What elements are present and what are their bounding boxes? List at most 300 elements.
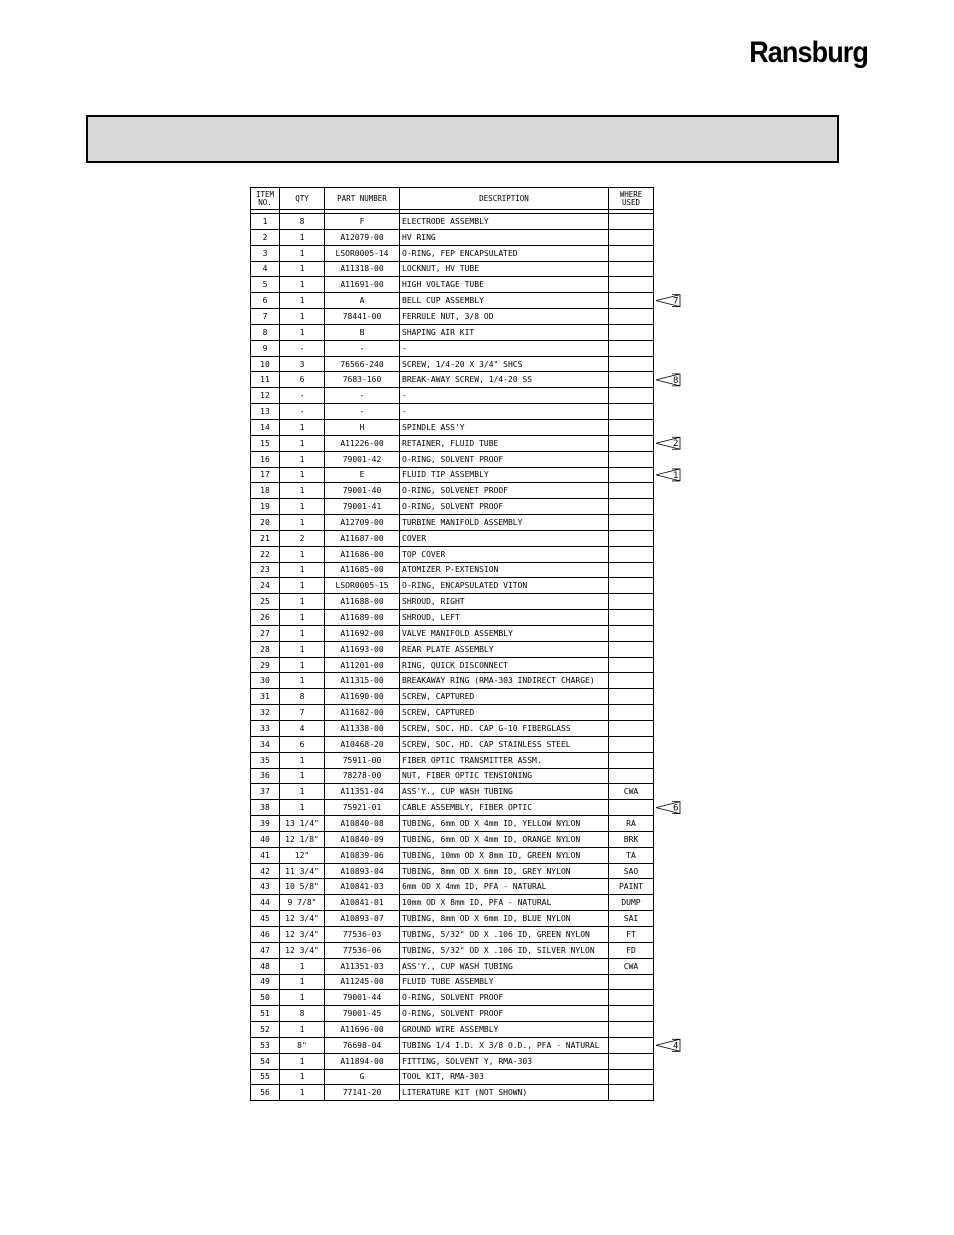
cell-item-no: 7 bbox=[251, 309, 280, 325]
cell-item-no: 25 bbox=[251, 594, 280, 610]
cell-qty: 1 bbox=[280, 483, 325, 499]
cell-qty: 1 bbox=[280, 562, 325, 578]
cell-description: HV RING bbox=[400, 229, 609, 245]
cell-where-used: SAO bbox=[609, 863, 654, 879]
table-header-row bbox=[251, 188, 654, 210]
cell-description: TUBING, 5/32" OD X .106 ID, GREEN NYLON bbox=[400, 926, 609, 942]
cell-where-used bbox=[609, 499, 654, 515]
cell-where-used bbox=[609, 752, 654, 768]
cell-item-no: 54 bbox=[251, 1053, 280, 1069]
cell-item-no: 36 bbox=[251, 768, 280, 784]
cell-part-number: 77536-06 bbox=[325, 942, 400, 958]
table-row bbox=[251, 816, 654, 832]
table-row bbox=[251, 245, 654, 261]
cell-description: TURBINE MANIFOLD ASSEMBLY bbox=[400, 515, 609, 531]
cell-part-number: A10893-07 bbox=[325, 911, 400, 927]
cell-item-no: 31 bbox=[251, 689, 280, 705]
callout-label: 4 bbox=[673, 1041, 679, 1052]
cell-item-no: 34 bbox=[251, 736, 280, 752]
cell-item-no: 23 bbox=[251, 562, 280, 578]
cell-part-number: A11682-00 bbox=[325, 705, 400, 721]
cell-where-used: TA bbox=[609, 847, 654, 863]
cell-part-number: 78441-00 bbox=[325, 309, 400, 325]
cell-description: ELECTRODE ASSEMBLY bbox=[400, 214, 609, 230]
cell-qty: 1 bbox=[280, 610, 325, 626]
cell-where-used: RA bbox=[609, 816, 654, 832]
cell-description: TUBING 1/4 I.D. X 3/8 O.D., PFA - NATURAL bbox=[400, 1037, 609, 1053]
cell-where-used bbox=[609, 625, 654, 641]
table-row bbox=[251, 388, 654, 404]
callout-marker bbox=[656, 437, 680, 449]
title-banner bbox=[86, 115, 839, 163]
cell-part-number: E bbox=[325, 467, 400, 483]
cell-qty: 1 bbox=[280, 229, 325, 245]
cell-part-number: A11338-00 bbox=[325, 721, 400, 737]
table-row bbox=[251, 705, 654, 721]
cell-qty: 8" bbox=[280, 1037, 325, 1053]
cell-qty: 10 5/8" bbox=[280, 879, 325, 895]
cell-where-used bbox=[609, 594, 654, 610]
cell-part-number: 7683-160 bbox=[325, 372, 400, 388]
cell-qty: 1 bbox=[280, 641, 325, 657]
table-row bbox=[251, 261, 654, 277]
cell-item-no: 12 bbox=[251, 388, 280, 404]
cell-qty: 1 bbox=[280, 673, 325, 689]
cell-description: 10mm OD X 8mm ID, PFA - NATURAL bbox=[400, 895, 609, 911]
callout-arrow-shape bbox=[656, 1039, 680, 1051]
cell-where-used bbox=[609, 673, 654, 689]
cell-description: O-RING, SOLVENT PROOF bbox=[400, 1006, 609, 1022]
cell-description: SHROUD, LEFT bbox=[400, 610, 609, 626]
cell-qty: 1 bbox=[280, 419, 325, 435]
cell-description: SCREW, CAPTURED bbox=[400, 705, 609, 721]
table-row bbox=[251, 530, 654, 546]
cell-description: TUBING, 8mm OD X 6mm ID, GREY NYLON bbox=[400, 863, 609, 879]
parts-list-table bbox=[250, 187, 654, 1101]
brand-logo: Ransburg bbox=[749, 36, 868, 69]
cell-item-no: 43 bbox=[251, 879, 280, 895]
cell-qty: 1 bbox=[280, 800, 325, 816]
cell-description: TUBING, 6mm OD X 4mm ID, YELLOW NYLON bbox=[400, 816, 609, 832]
cell-item-no: 2 bbox=[251, 229, 280, 245]
cell-where-used bbox=[609, 277, 654, 293]
cell-item-no: 30 bbox=[251, 673, 280, 689]
callout-label: 6 bbox=[673, 803, 679, 814]
table-row bbox=[251, 610, 654, 626]
cell-description: TUBING, 8mm OD X 6mm ID, BLUE NYLON bbox=[400, 911, 609, 927]
cell-qty: 7 bbox=[280, 705, 325, 721]
cell-where-used bbox=[609, 1022, 654, 1038]
cell-part-number: A10468-20 bbox=[325, 736, 400, 752]
cell-qty: 1 bbox=[280, 578, 325, 594]
cell-qty: 12" bbox=[280, 847, 325, 863]
cell-part-number: A11245-00 bbox=[325, 974, 400, 990]
cell-description: FITTING, SOLVENT Y, RMA-303 bbox=[400, 1053, 609, 1069]
cell-part-number: A11692-00 bbox=[325, 625, 400, 641]
cell-where-used bbox=[609, 721, 654, 737]
table-row bbox=[251, 340, 654, 356]
cell-part-number: A11689-00 bbox=[325, 610, 400, 626]
table-row bbox=[251, 515, 654, 531]
cell-part-number: 76698-04 bbox=[325, 1037, 400, 1053]
table-row bbox=[251, 942, 654, 958]
cell-item-no: 5 bbox=[251, 277, 280, 293]
cell-qty: 1 bbox=[280, 515, 325, 531]
cell-where-used bbox=[609, 356, 654, 372]
table-row bbox=[251, 721, 654, 737]
cell-item-no: 10 bbox=[251, 356, 280, 372]
cell-qty: 1 bbox=[280, 657, 325, 673]
cell-where-used bbox=[609, 435, 654, 451]
cell-part-number: A10840-09 bbox=[325, 831, 400, 847]
cell-part-number: 77536-03 bbox=[325, 926, 400, 942]
cell-qty: 13 1/4" bbox=[280, 816, 325, 832]
cell-part-number: 79001-45 bbox=[325, 1006, 400, 1022]
table-row bbox=[251, 419, 654, 435]
table-row bbox=[251, 911, 654, 927]
cell-description: REAR PLATE ASSEMBLY bbox=[400, 641, 609, 657]
cell-qty: 1 bbox=[280, 435, 325, 451]
table-row bbox=[251, 483, 654, 499]
table-row bbox=[251, 467, 654, 483]
cell-description: TOOL KIT, RMA-303 bbox=[400, 1069, 609, 1085]
table-row bbox=[251, 768, 654, 784]
cell-item-no: 28 bbox=[251, 641, 280, 657]
cell-part-number: A11690-00 bbox=[325, 689, 400, 705]
cell-item-no: 4 bbox=[251, 261, 280, 277]
header-description: DESCRIPTION bbox=[400, 188, 609, 210]
parts-list-body bbox=[251, 214, 654, 1101]
cell-part-number: B bbox=[325, 324, 400, 340]
cell-description: ATOMIZER P-EXTENSION bbox=[400, 562, 609, 578]
table-row bbox=[251, 356, 654, 372]
cell-where-used bbox=[609, 1085, 654, 1101]
cell-part-number: 79001-42 bbox=[325, 451, 400, 467]
callout-arrow-shape bbox=[656, 469, 680, 481]
cell-where-used bbox=[609, 610, 654, 626]
cell-qty: 1 bbox=[280, 324, 325, 340]
cell-qty: 1 bbox=[280, 625, 325, 641]
cell-part-number: - bbox=[325, 340, 400, 356]
cell-qty: 2 bbox=[280, 530, 325, 546]
cell-item-no: 32 bbox=[251, 705, 280, 721]
cell-qty: 6 bbox=[280, 372, 325, 388]
cell-description: TOP COVER bbox=[400, 546, 609, 562]
cell-part-number: F bbox=[325, 214, 400, 230]
cell-part-number: A10840-08 bbox=[325, 816, 400, 832]
cell-part-number: H bbox=[325, 419, 400, 435]
cell-qty: 1 bbox=[280, 1022, 325, 1038]
cell-where-used bbox=[609, 641, 654, 657]
cell-item-no: 35 bbox=[251, 752, 280, 768]
table-row bbox=[251, 958, 654, 974]
cell-qty: 6 bbox=[280, 736, 325, 752]
cell-qty: 1 bbox=[280, 499, 325, 515]
table-row bbox=[251, 324, 654, 340]
cell-item-no: 21 bbox=[251, 530, 280, 546]
cell-qty: - bbox=[280, 340, 325, 356]
cell-qty: - bbox=[280, 404, 325, 420]
cell-qty: 1 bbox=[280, 768, 325, 784]
table-row bbox=[251, 752, 654, 768]
cell-where-used bbox=[609, 340, 654, 356]
cell-description: HIGH VOLTAGE TUBE bbox=[400, 277, 609, 293]
cell-item-no: 6 bbox=[251, 293, 280, 309]
cell-item-no: 41 bbox=[251, 847, 280, 863]
cell-qty: 12 3/4" bbox=[280, 942, 325, 958]
cell-item-no: 9 bbox=[251, 340, 280, 356]
cell-qty: 1 bbox=[280, 1085, 325, 1101]
cell-description: NUT, FIBER OPTIC TENSIONING bbox=[400, 768, 609, 784]
cell-item-no: 48 bbox=[251, 958, 280, 974]
cell-item-no: 26 bbox=[251, 610, 280, 626]
cell-description: O-RING, ENCAPSULATED VITON bbox=[400, 578, 609, 594]
cell-description: SCREW, 1/4-20 X 3/4" SHCS bbox=[400, 356, 609, 372]
table-row bbox=[251, 562, 654, 578]
cell-description: - bbox=[400, 388, 609, 404]
cell-where-used bbox=[609, 388, 654, 404]
cell-where-used bbox=[609, 705, 654, 721]
cell-where-used bbox=[609, 578, 654, 594]
cell-where-used bbox=[609, 1053, 654, 1069]
callout-marker bbox=[656, 295, 680, 307]
cell-item-no: 24 bbox=[251, 578, 280, 594]
cell-part-number: LSOR0005-15 bbox=[325, 578, 400, 594]
table-row bbox=[251, 863, 654, 879]
cell-where-used: BRK bbox=[609, 831, 654, 847]
table-row bbox=[251, 657, 654, 673]
cell-where-used bbox=[609, 546, 654, 562]
cell-qty: 9 7/8" bbox=[280, 895, 325, 911]
cell-description: ASS'Y., CUP WASH TUBING bbox=[400, 784, 609, 800]
cell-description: TUBING, 6mm OD X 4mm ID, ORANGE NYLON bbox=[400, 831, 609, 847]
cell-description: RETAINER, FLUID TUBE bbox=[400, 435, 609, 451]
cell-qty: 1 bbox=[280, 784, 325, 800]
cell-description: FERRULE NUT, 3/8 OD bbox=[400, 309, 609, 325]
cell-where-used bbox=[609, 404, 654, 420]
cell-where-used bbox=[609, 451, 654, 467]
cell-where-used bbox=[609, 467, 654, 483]
cell-part-number: 75911-00 bbox=[325, 752, 400, 768]
table-row bbox=[251, 1022, 654, 1038]
table-row bbox=[251, 831, 654, 847]
cell-qty: 1 bbox=[280, 293, 325, 309]
table-row bbox=[251, 847, 654, 863]
table-row bbox=[251, 1053, 654, 1069]
cell-qty: 1 bbox=[280, 245, 325, 261]
cell-where-used bbox=[609, 229, 654, 245]
cell-qty: 1 bbox=[280, 1069, 325, 1085]
table-row bbox=[251, 736, 654, 752]
cell-part-number: A12709-00 bbox=[325, 515, 400, 531]
cell-where-used bbox=[609, 800, 654, 816]
cell-qty: 1 bbox=[280, 546, 325, 562]
cell-description: TUBING, 10mm OD X 8mm ID, GREEN NYLON bbox=[400, 847, 609, 863]
callout-marker bbox=[656, 802, 680, 814]
cell-item-no: 44 bbox=[251, 895, 280, 911]
cell-qty: 1 bbox=[280, 990, 325, 1006]
cell-where-used bbox=[609, 1037, 654, 1053]
cell-part-number: A11686-00 bbox=[325, 546, 400, 562]
cell-part-number: A11226-00 bbox=[325, 435, 400, 451]
cell-where-used bbox=[609, 768, 654, 784]
table-row bbox=[251, 594, 654, 610]
callout-label: 2 bbox=[673, 439, 679, 450]
table-row bbox=[251, 990, 654, 1006]
cell-part-number: - bbox=[325, 388, 400, 404]
cell-part-number: A10841-03 bbox=[325, 879, 400, 895]
callout-arrow-shape bbox=[656, 295, 680, 307]
cell-part-number: A10839-06 bbox=[325, 847, 400, 863]
cell-description: FLUID TIP ASSEMBLY bbox=[400, 467, 609, 483]
table-row bbox=[251, 879, 654, 895]
cell-description: RING, QUICK DISCONNECT bbox=[400, 657, 609, 673]
cell-where-used: FT bbox=[609, 926, 654, 942]
cell-item-no: 16 bbox=[251, 451, 280, 467]
cell-item-no: 20 bbox=[251, 515, 280, 531]
table-row bbox=[251, 293, 654, 309]
cell-part-number: A11315-00 bbox=[325, 673, 400, 689]
cell-description: O-RING, SOLVENT PROOF bbox=[400, 990, 609, 1006]
cell-part-number: 79001-41 bbox=[325, 499, 400, 515]
cell-part-number: A11318-00 bbox=[325, 261, 400, 277]
cell-part-number: 79001-44 bbox=[325, 990, 400, 1006]
cell-description: VALVE MANIFOLD ASSEMBLY bbox=[400, 625, 609, 641]
cell-item-no: 47 bbox=[251, 942, 280, 958]
callout-marker bbox=[656, 374, 680, 386]
table-row bbox=[251, 499, 654, 515]
cell-item-no: 52 bbox=[251, 1022, 280, 1038]
cell-part-number: A11693-00 bbox=[325, 641, 400, 657]
cell-part-number: A11351-03 bbox=[325, 958, 400, 974]
cell-qty: 1 bbox=[280, 261, 325, 277]
cell-part-number: - bbox=[325, 404, 400, 420]
cell-item-no: 37 bbox=[251, 784, 280, 800]
table-row bbox=[251, 404, 654, 420]
cell-qty: 8 bbox=[280, 1006, 325, 1022]
cell-item-no: 46 bbox=[251, 926, 280, 942]
callout-label: 8 bbox=[673, 375, 679, 386]
cell-item-no: 38 bbox=[251, 800, 280, 816]
cell-qty: 1 bbox=[280, 277, 325, 293]
cell-where-used: CWA bbox=[609, 958, 654, 974]
table-row bbox=[251, 1069, 654, 1085]
cell-description: GROUND WIRE ASSEMBLY bbox=[400, 1022, 609, 1038]
cell-where-used: SAI bbox=[609, 911, 654, 927]
cell-item-no: 27 bbox=[251, 625, 280, 641]
cell-description: LOCKNUT, HV TUBE bbox=[400, 261, 609, 277]
cell-where-used bbox=[609, 309, 654, 325]
cell-part-number: 78278-00 bbox=[325, 768, 400, 784]
cell-part-number: G bbox=[325, 1069, 400, 1085]
cell-description: SCREW, SOC. HD. CAP G-10 FIBERGLASS bbox=[400, 721, 609, 737]
cell-item-no: 3 bbox=[251, 245, 280, 261]
cell-qty: 1 bbox=[280, 958, 325, 974]
table-row bbox=[251, 372, 654, 388]
cell-where-used bbox=[609, 562, 654, 578]
cell-description: O-RING, SOLVENT PROOF bbox=[400, 451, 609, 467]
cell-qty: 3 bbox=[280, 356, 325, 372]
cell-description: CABLE ASSEMBLY, FIBER OPTIC bbox=[400, 800, 609, 816]
cell-item-no: 42 bbox=[251, 863, 280, 879]
table-row bbox=[251, 451, 654, 467]
table-row bbox=[251, 784, 654, 800]
cell-where-used bbox=[609, 483, 654, 499]
cell-item-no: 45 bbox=[251, 911, 280, 927]
cell-item-no: 53 bbox=[251, 1037, 280, 1053]
cell-part-number: 79001-40 bbox=[325, 483, 400, 499]
cell-item-no: 18 bbox=[251, 483, 280, 499]
cell-item-no: 14 bbox=[251, 419, 280, 435]
table-row bbox=[251, 546, 654, 562]
cell-part-number: A11691-00 bbox=[325, 277, 400, 293]
cell-where-used bbox=[609, 214, 654, 230]
cell-part-number: A11687-00 bbox=[325, 530, 400, 546]
cell-qty: 1 bbox=[280, 974, 325, 990]
cell-where-used bbox=[609, 689, 654, 705]
cell-where-used: DUMP bbox=[609, 895, 654, 911]
table-row bbox=[251, 578, 654, 594]
cell-qty: 1 bbox=[280, 467, 325, 483]
cell-qty: 1 bbox=[280, 752, 325, 768]
callout-label: 7 bbox=[673, 296, 679, 307]
cell-where-used bbox=[609, 736, 654, 752]
table-row bbox=[251, 974, 654, 990]
cell-description: BREAK-AWAY SCREW, 1/4-20 SS bbox=[400, 372, 609, 388]
cell-part-number: A11688-00 bbox=[325, 594, 400, 610]
cell-item-no: 29 bbox=[251, 657, 280, 673]
table-row bbox=[251, 1037, 654, 1053]
cell-item-no: 1 bbox=[251, 214, 280, 230]
cell-where-used bbox=[609, 530, 654, 546]
cell-description: SCREW, CAPTURED bbox=[400, 689, 609, 705]
cell-where-used bbox=[609, 245, 654, 261]
cell-qty: 8 bbox=[280, 689, 325, 705]
cell-item-no: 51 bbox=[251, 1006, 280, 1022]
cell-where-used: CWA bbox=[609, 784, 654, 800]
cell-qty: - bbox=[280, 388, 325, 404]
table-row bbox=[251, 625, 654, 641]
cell-item-no: 19 bbox=[251, 499, 280, 515]
table-row bbox=[251, 214, 654, 230]
cell-where-used bbox=[609, 419, 654, 435]
table-row bbox=[251, 673, 654, 689]
cell-part-number: A11685-00 bbox=[325, 562, 400, 578]
header-where-used: WHERE USED bbox=[609, 188, 654, 210]
callout-marker bbox=[656, 469, 680, 481]
cell-description: - bbox=[400, 404, 609, 420]
cell-description: BELL CUP ASSEMBLY bbox=[400, 293, 609, 309]
header-part-number: PART NUMBER bbox=[325, 188, 400, 210]
cell-where-used bbox=[609, 990, 654, 1006]
cell-qty: 1 bbox=[280, 451, 325, 467]
table-row bbox=[251, 641, 654, 657]
cell-part-number: A12079-00 bbox=[325, 229, 400, 245]
cell-part-number: A10841-01 bbox=[325, 895, 400, 911]
cell-qty: 12 3/4" bbox=[280, 926, 325, 942]
cell-part-number: A11351-04 bbox=[325, 784, 400, 800]
cell-where-used bbox=[609, 657, 654, 673]
cell-item-no: 17 bbox=[251, 467, 280, 483]
cell-description: TUBING, 5/32" OD X .106 ID, SILVER NYLON bbox=[400, 942, 609, 958]
callout-label: 1 bbox=[673, 470, 679, 481]
callout-arrow-shape bbox=[656, 802, 680, 814]
cell-where-used bbox=[609, 1069, 654, 1085]
cell-qty: 11 3/4" bbox=[280, 863, 325, 879]
cell-item-no: 15 bbox=[251, 435, 280, 451]
cell-description: SHROUD, RIGHT bbox=[400, 594, 609, 610]
cell-description: O-RING, SOLVENET PROOF bbox=[400, 483, 609, 499]
